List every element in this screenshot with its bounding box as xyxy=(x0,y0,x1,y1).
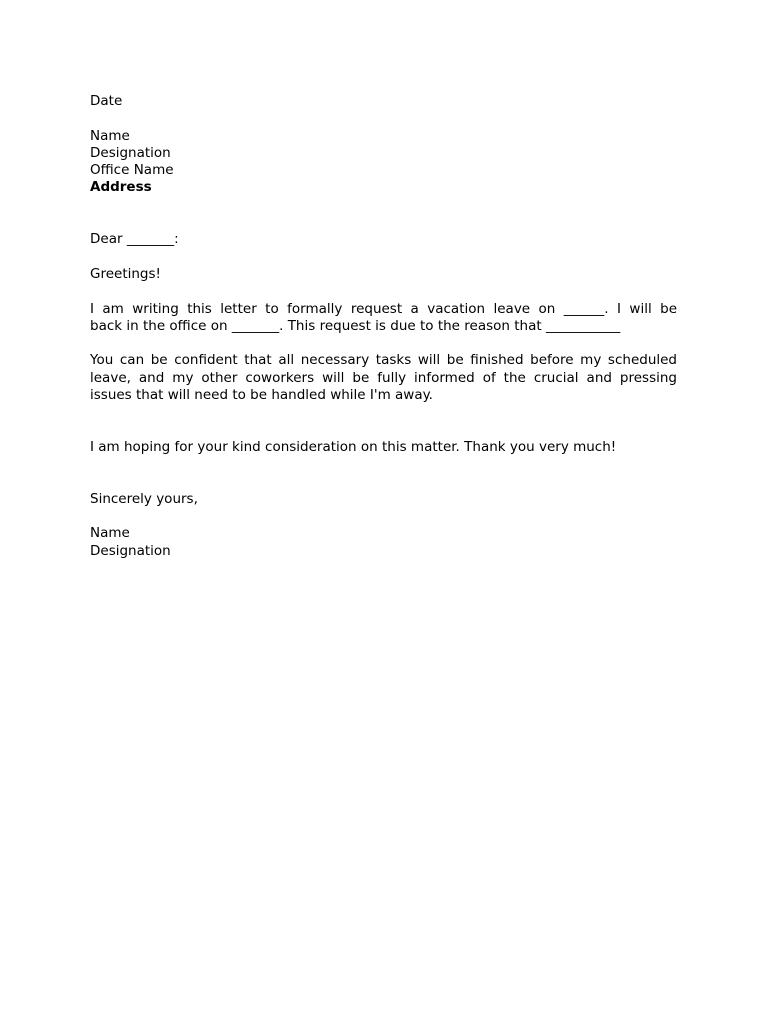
paragraph-line: back in the office on _______. This request is due to the reason that ___________ xyxy=(90,317,621,334)
paragraph-assurance xyxy=(90,352,677,404)
recipient-name: Name xyxy=(90,127,130,144)
spacer xyxy=(90,456,677,491)
spacer xyxy=(90,197,677,232)
sender-name: Name xyxy=(90,525,130,542)
recipient-block xyxy=(90,128,677,197)
paragraph-line: I am writing this letter to formally request a vacation leave on ______. I will be xyxy=(90,300,677,317)
recipient-address: Address xyxy=(90,179,152,196)
paragraph-line: issues that will need to be handled while I'm away. xyxy=(90,387,433,404)
spacer xyxy=(90,404,677,439)
spacer xyxy=(90,283,677,300)
date-line: Date xyxy=(90,93,123,109)
recipient-designation: Designation xyxy=(90,144,171,161)
spacer xyxy=(90,508,677,525)
paragraph-line: You can be confident that all necessary tasks will be finished before my scheduled xyxy=(90,352,677,369)
sender-designation: Designation xyxy=(90,542,171,559)
paragraph-line: leave, and my other coworkers will be fully informed of the crucial and pressing xyxy=(90,369,677,386)
paragraph-request xyxy=(90,301,677,336)
paragraph-consideration: I am hoping for your kind consideration on this matter. Thank you very much! xyxy=(90,438,617,455)
spacer xyxy=(90,249,677,266)
greeting: Greetings! xyxy=(90,265,161,282)
salutation: Dear _______: xyxy=(90,231,179,248)
spacer xyxy=(90,335,677,352)
recipient-office-name: Office Name xyxy=(90,162,174,179)
spacer xyxy=(90,110,677,127)
closing: Sincerely yours, xyxy=(90,490,198,507)
sender-block xyxy=(90,525,677,560)
